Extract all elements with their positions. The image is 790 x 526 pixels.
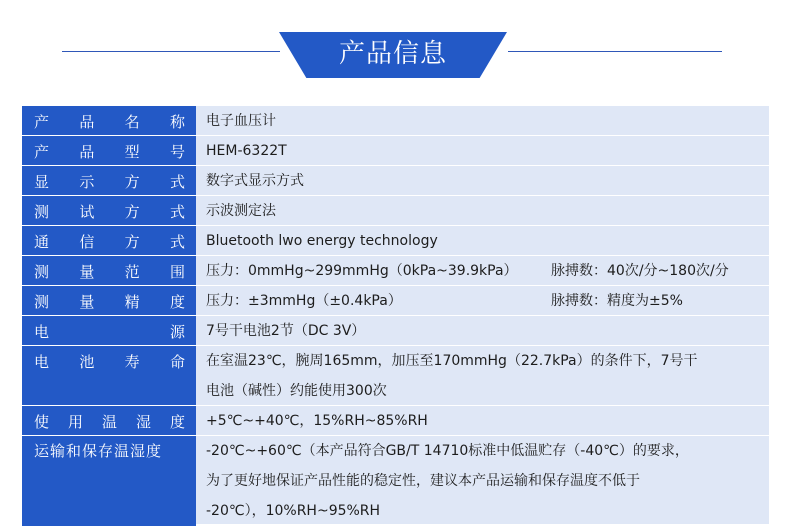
spec-label-char: 测 xyxy=(34,262,50,281)
spec-label xyxy=(22,226,196,256)
spec-label-char: 精 xyxy=(124,292,140,311)
page-title: 产品信息 xyxy=(338,39,447,69)
spec-label-text xyxy=(34,226,185,256)
spec-label-char: 信 xyxy=(79,232,95,251)
spec-label-char: 使 xyxy=(34,412,50,431)
spec-value-pulse: 脉搏数：精度为±5% xyxy=(551,293,683,309)
spec-label-char: 产 xyxy=(34,142,50,161)
spec-value-line: 为了更好地保证产品性能的稳定性，建议本产品运输和保存温度不低于 xyxy=(206,473,640,489)
spec-label xyxy=(22,196,196,226)
spec-value-line: 示波测定法 xyxy=(206,203,276,219)
spec-label-char: 度 xyxy=(169,412,185,431)
spec-row xyxy=(22,256,769,286)
spec-label-char: 名 xyxy=(124,112,140,131)
spec-label-char: 方 xyxy=(124,202,140,221)
spec-row xyxy=(22,226,769,256)
spec-label-char: 源 xyxy=(169,322,185,341)
spec-label-char: 称 xyxy=(169,112,185,131)
spec-value xyxy=(206,316,769,346)
spec-label-char: 湿 xyxy=(135,412,151,431)
spec-label-char: 号 xyxy=(169,142,185,161)
spec-label-char: 电 xyxy=(34,352,50,371)
spec-label-char: 方 xyxy=(124,172,140,191)
spec-label-text xyxy=(34,196,185,226)
spec-label-text xyxy=(34,166,185,196)
spec-value xyxy=(206,196,769,226)
spec-row xyxy=(22,316,769,346)
spec-label-text xyxy=(34,106,185,136)
spec-label-char: 式 xyxy=(169,232,185,251)
spec-value xyxy=(206,226,769,256)
spec-label-char: 产 xyxy=(34,112,50,131)
spec-label-char: 寿 xyxy=(124,352,140,371)
spec-label-text xyxy=(34,136,185,166)
spec-label-char: 温 xyxy=(101,412,117,431)
spec-label xyxy=(22,406,196,436)
spec-value xyxy=(206,346,769,406)
spec-value-line: 压力：±3mmHg（±0.4kPa） xyxy=(206,293,402,309)
spec-value xyxy=(206,256,769,286)
spec-label-char: 度 xyxy=(169,292,185,311)
spec-value-line: -20℃），10%RH~95%RH xyxy=(206,503,381,519)
spec-label xyxy=(22,436,196,526)
spec-label-char: 用 xyxy=(67,412,83,431)
spec-value xyxy=(206,436,769,526)
spec-table xyxy=(22,106,769,524)
spec-label-text xyxy=(34,346,185,376)
spec-label xyxy=(22,106,196,136)
spec-value-line: Bluetooth lwo energy technology xyxy=(206,233,438,249)
spec-label-char: 示 xyxy=(79,172,95,191)
spec-label-char: 池 xyxy=(79,352,95,371)
spec-row xyxy=(22,436,769,526)
spec-row xyxy=(22,346,769,406)
spec-value-pulse: 脉搏数：40次/分~180次/分 xyxy=(551,263,729,279)
spec-label-text xyxy=(34,406,185,436)
spec-label xyxy=(22,346,196,406)
spec-value-line: 压力：0mmHg~299mmHg（0kPa~39.9kPa） xyxy=(206,263,518,279)
spec-label-char: 显 xyxy=(34,172,50,191)
header-divider-left xyxy=(62,51,280,52)
spec-value xyxy=(206,286,769,316)
spec-label-text xyxy=(34,316,185,346)
spec-label-char: 品 xyxy=(79,142,95,161)
spec-label-char: 测 xyxy=(34,292,50,311)
spec-value xyxy=(206,106,769,136)
spec-row xyxy=(22,136,769,166)
spec-row xyxy=(22,286,769,316)
spec-value-line: 在室温23℃，腕周165mm，加压至170mmHg（22.7kPa）的条件下，7号干 xyxy=(206,353,698,369)
spec-label-text xyxy=(34,286,185,316)
spec-row xyxy=(22,196,769,226)
spec-label-char: 型 xyxy=(124,142,140,161)
spec-label xyxy=(22,286,196,316)
spec-label-char: 通 xyxy=(34,232,50,251)
spec-value xyxy=(206,166,769,196)
spec-label-char: 量 xyxy=(79,292,95,311)
spec-row xyxy=(22,106,769,136)
spec-label-char: 试 xyxy=(79,202,95,221)
spec-label xyxy=(22,256,196,286)
spec-value xyxy=(206,136,769,166)
spec-label-char: 围 xyxy=(169,262,185,281)
spec-label-char: 电 xyxy=(34,322,50,341)
spec-value-line: 数字式显示方式 xyxy=(206,173,304,189)
spec-value-line: +5℃~+40℃，15%RH~85%RH xyxy=(206,413,428,429)
spec-label-char: 品 xyxy=(79,112,95,131)
spec-label xyxy=(22,166,196,196)
spec-label-char: 式 xyxy=(169,202,185,221)
spec-row xyxy=(22,406,769,436)
spec-label-char: 测 xyxy=(34,202,50,221)
spec-label-text: 运输和保存温湿度 xyxy=(34,442,163,460)
spec-label-char: 量 xyxy=(79,262,95,281)
spec-label-char: 方 xyxy=(124,232,140,251)
spec-label-text xyxy=(34,256,185,286)
spec-value-line: 电池（碱性）约能使用300次 xyxy=(206,383,387,399)
spec-label xyxy=(22,316,196,346)
spec-row xyxy=(22,166,769,196)
spec-value-line: -20℃~+60℃（本产品符合GB/T 14710标准中低温贮存（-40℃）的要求， xyxy=(206,443,689,459)
header-divider-right xyxy=(508,51,722,52)
spec-value-line: 7号干电池2节（DC 3V） xyxy=(206,323,366,339)
spec-value-line: 电子血压计 xyxy=(206,113,276,129)
spec-label-char: 范 xyxy=(124,262,140,281)
spec-label xyxy=(22,136,196,166)
spec-label-char: 式 xyxy=(169,172,185,191)
spec-value xyxy=(206,406,769,436)
spec-value-line: HEM-6322T xyxy=(206,143,287,159)
spec-label-char: 命 xyxy=(169,352,185,371)
